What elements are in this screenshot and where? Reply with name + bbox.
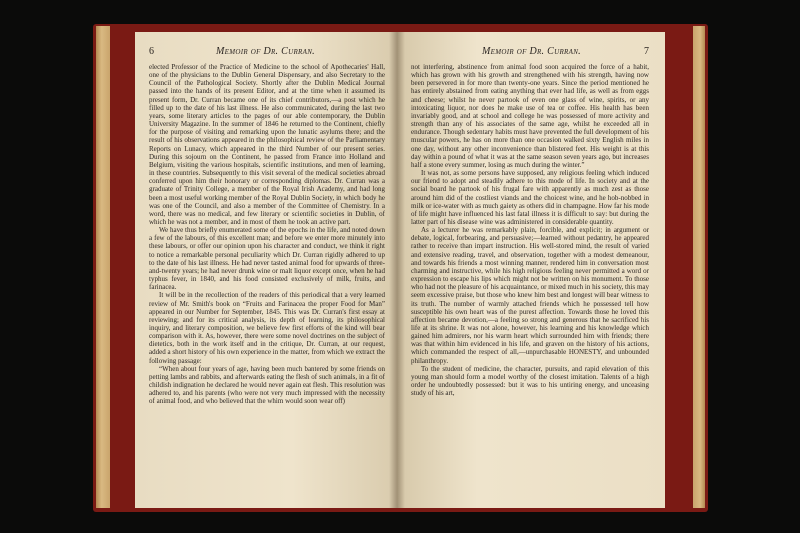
paragraph: To the student of medicine, the character, pursuits, and rapid elevation of this young man should form a model worthy of the closest imitation. Talents of a high order he undoubtedly possessed: but it was to his untiring energy, and unceasing study of his art, [411, 364, 649, 398]
book-gutter [389, 32, 405, 508]
right-page [397, 32, 665, 508]
right-running-head [411, 46, 649, 57]
page-edges-left [96, 26, 110, 508]
left-running-head [149, 46, 385, 57]
paragraph: It was not, as some persons have supposed, any religious feeling which induced our friend to adopt and steadily adhere to this mode of life. In society and at the social board he partook of his frugal fare with apparently as much zest as those around him did of the costliest viands and the choicest wine, and he hob-nobbed in milk or ice-water with as much gaiety as others did in champagne. How far his mode of life might have influenced his last fatal illness it is difficult to say: but during the latter part of his disease wine was administered in considerable quantity. [411, 169, 649, 226]
left-running-title: Memoir of Dr. Curran. [216, 46, 315, 57]
right-running-title: Memoir of Dr. Curran. [482, 46, 581, 57]
paragraph: “When about four years of age, having been much bantered by some friends on petting lambs and rabbits, and afterwards eating the flesh of such animals, in a fit of childish indignation he declared he would never again eat flesh. This resolution was adhered to, and his parents (who were not very much impressed with the necessity of animal food, and who believed that the whim would soon wear off) [149, 364, 385, 406]
left-page-body [149, 63, 385, 406]
paragraph: elected Professor of the Practice of Medicine to the school of Apothecaries' Hall, one of the physicians to the Dublin General Dispensary, and also Secretary to the Council of the Pathological Society. Shortly after the Dublin Medical Journal passed into the hands of its present Editor, and at the time when it assumed its present form, Dr. Curran became one of its chief contributors,—a post which he filled up to the date of his last illness. He also communicated, during the last two years, some literary articles to the pages of our able contemporary, the Dublin University Magazine. In the summer of 1846 he returned to the Continent, chiefly for the purpose of visiting and remarking upon the lunatic asylums there; and the result of his observations appeared in the philosophical review of the Parliamentary Reports on Lunacy, which appeared in the third Number of our present series. During this sojourn on the Continent, he passed from France into Holland and Belgium, visiting the various hospitals, scientific institutions, and men of learning, in these countries. Subsequently to this visit several of the medical societies abroad conferred upon him their honorary or corresponding diplomas. Dr. Curran was a graduate of Trinity College, a member of the Royal Irish Academy, and had long been a most useful working member of the Royal Dublin Society, in which body he was one of the Council, and also a member of the Committee of Chemistry. In a word, there was no medical, and few literary or scientific societies in Dublin, of which he was not a member, and in most of them he took an active part. [149, 63, 385, 226]
left-page-number: 6 [149, 46, 154, 57]
paragraph: not interfering, abstinence from animal food soon acquired the force of a habit, which has grown with his growth and strengthened with his strength, having now been persevered in for more than twenty-one years. Since the period mentioned he has entirely abstained from eating anything that ever had life, as well as from eggs and cheese; whilst he never partook of even one glass of wine, spirits, or any intoxicating liquor, nor does he make use of tea or coffee. His health has been invariably good, and at school and college he was possessed of more activity and strength than any of his associates of the same age, whilst he exceeded all in endurance. Though sedentary habits must have prevented the full development of his muscular powers, he has on more than one occasion walked sixty English miles in one day, without any other inconvenience than blistered feet. His weight is at this day within a pound of what it was at the same season seven years ago, but increases half a stone every summer, losing as much during the winter.” [411, 63, 649, 169]
paragraph: We have thus briefly enumerated some of the epochs in the life, and noted down a few of the labours, of this excellent man; and before we enter more minutely into these labours, or offer our opinion upon his character and conduct, we think it right to notice a remarkable personal peculiarity which Dr. Curran rigidly adhered to up to the date of his last illness. He had never tasted animal food for upwards of three-and-twenty years; he had never drunk wine or malt liquor except once, when he had typhus fever, in 1840, and his food consisted exclusively of milk, fruits, and farinacea. [149, 226, 385, 292]
paragraph: It will be in the recollection of the readers of this periodical that a very learned review of Mr. Smith's book on “Fruits and Farinacea the proper Food for Man” appeared in our Number for September, 1845. This was Dr. Curran's first essay at reviewing; and for its critical analysis, its depth of learning, its philosophical inquiry, and literary composition, we believe few first efforts of the kind will bear comparison with it. As, however, there were some novel doctrines on the subject of dietetics, both in the work itself and in the critique, Dr. Curran, at our request, added a short history of his own experience in the matter, from which we extract the following passage: [149, 291, 385, 365]
right-page-body [411, 63, 649, 397]
page-edges-right [693, 26, 705, 508]
open-book [93, 18, 708, 515]
paragraph: As a lecturer he was remarkably plain, forcible, and explicit; in argument or debate, logical, forbearing, and persuasive;—learned without pedantry, he appeared rather to receive than impart instruction. His well-stored mind, the result of varied and extensive reading, travel, and observation, together with a modest demeanour, and towards his friends a most winning manner, rendered him in conversation most charming and instructive, while his high religious feeling never permitted a word or expression to escape his lips which might not be written on his monument. To those who had not the pleasure of his acquaintance, or mixed much in his society, this may seem excessive praise, but those who knew him best and longest will bear witness to its truth. The number of warmly attached friends which he possessed tell how susceptible his own heart was of the purest affection. Towards those he loved this affection became devotion,—a feeling so strong and generous that he sacrificed his life at its shrine. It was not alone, however, his learning and his knowledge which gained him admirers, nor his warm heart which surrounded him with friends; there was that within him evidenced in his life, and graven on the history of his actions, which commanded the respect of all,—unpurchasable HONESTY, and unbounded philanthropy. [411, 226, 649, 365]
left-page [135, 32, 397, 508]
right-page-number: 7 [643, 46, 649, 57]
